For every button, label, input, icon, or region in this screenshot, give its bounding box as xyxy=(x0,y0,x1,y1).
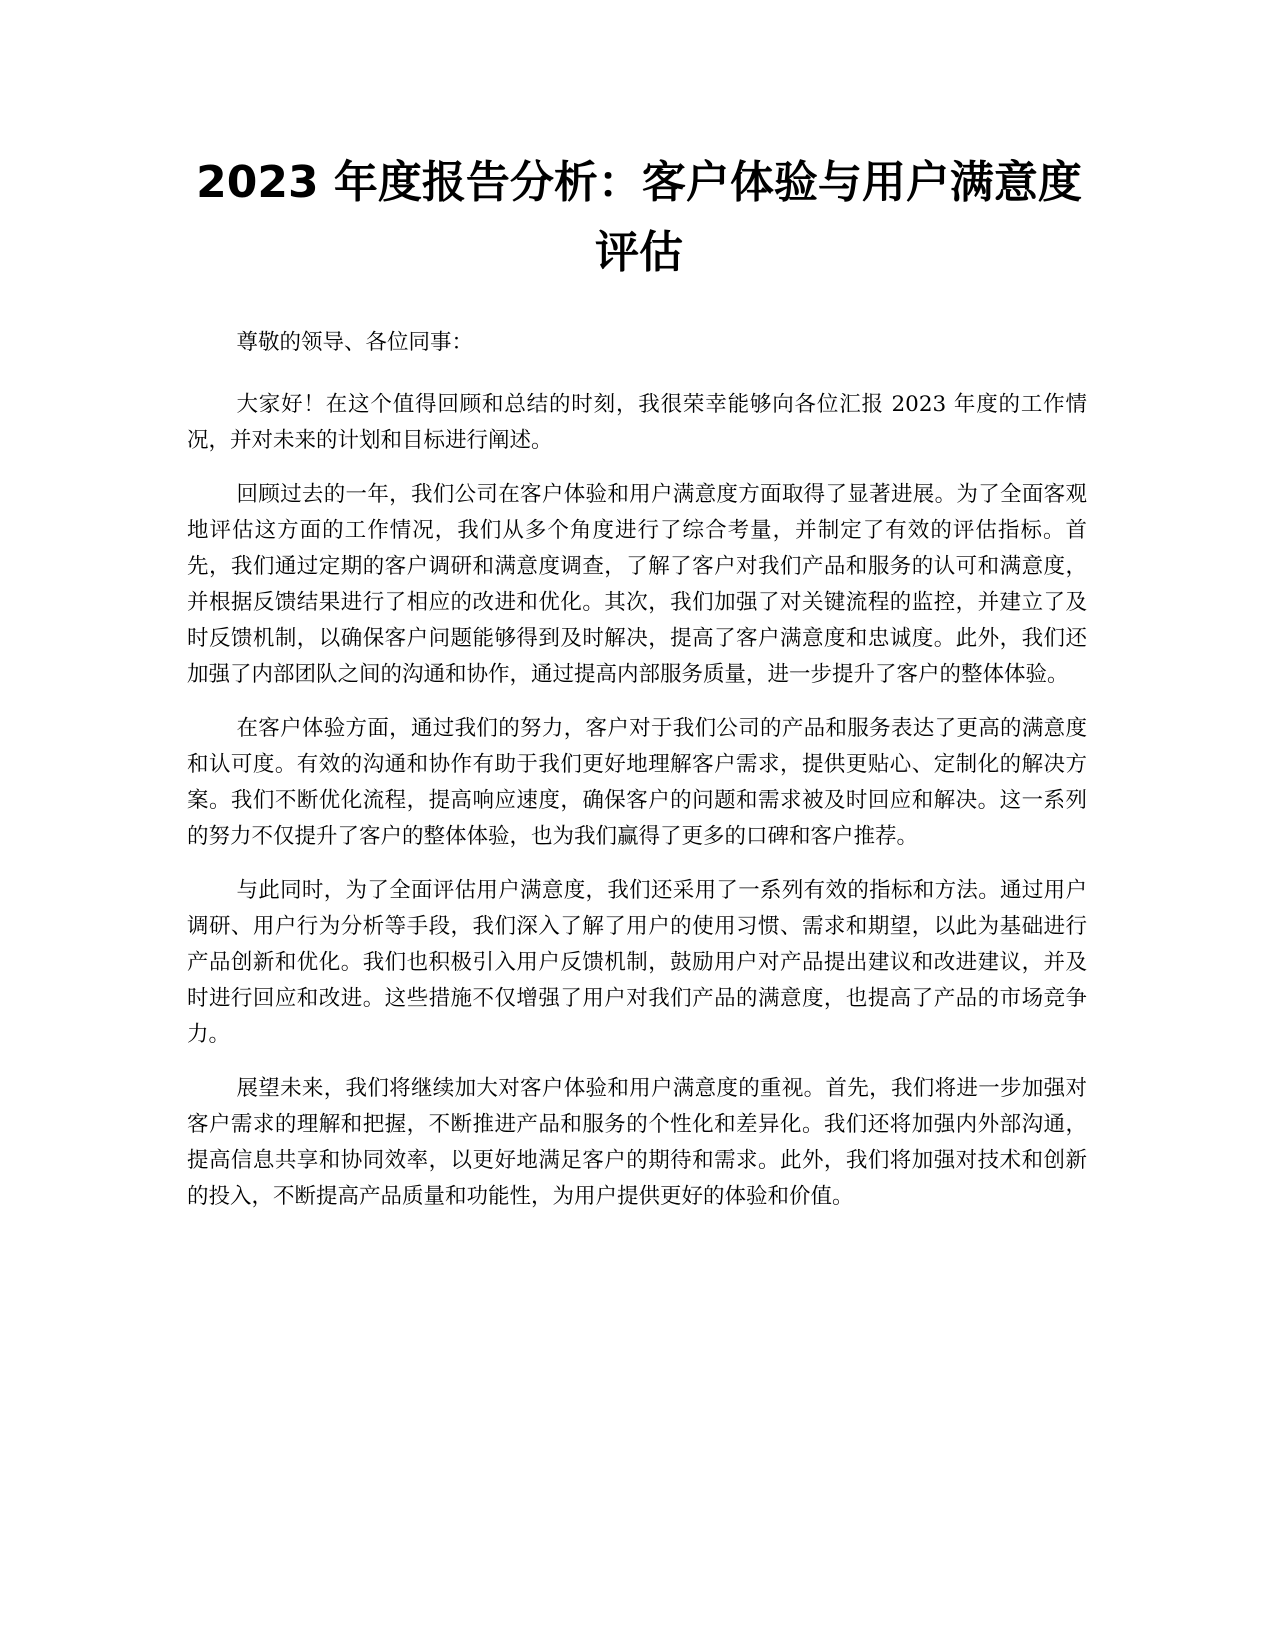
paragraph-greeting: 大家好！在这个值得回顾和总结的时刻，我很荣幸能够向各位汇报 2023 年度的工作情况，并对未来的计划和目标进行阐述。 xyxy=(187,392,1087,453)
paragraph-outlook: 展望未来，我们将继续加大对客户体验和用户满意度的重视。首先，我们将进一步加强对客户需求的理解和把握，不断推进产品和服务的个性化和差异化。我们还将加强内外部沟通，提高信息共享和协同效率，以更好地满足客户的期待和需求。此外，我们将加强对技术和创新的投入，不断提高产品质量和功能性，为用户提供更好的体验和价值。 xyxy=(187,1076,1087,1209)
document-title: 2023 年度报告分析：客户体验与用户满意度评估 xyxy=(196,157,1082,278)
paragraph-customer-experience: 在客户体验方面，通过我们的努力，客户对于我们公司的产品和服务表达了更高的满意度和认可度。有效的沟通和协作有助于我们更好地理解客户需求，提供更贴心、定制化的解决方案。我们不断优化流程，提高响应速度，确保客户的问题和需求被及时回应和解决。这一系列的努力不仅提升了客户的整体体验，也为我们赢得了更多的口碑和客户推荐。 xyxy=(187,716,1087,849)
paragraph-review: 回顾过去的一年，我们公司在客户体验和用户满意度方面取得了显著进展。为了全面客观地评估这方面的工作情况，我们从多个角度进行了综合考量，并制定了有效的评估指标。首先，我们通过定期的客户调研和满意度调查，了解了客户对我们产品和服务的认可和满意度，并根据反馈结果进行了相应的改进和优化。其次，我们加强了对关键流程的监控，并建立了及时反馈机制，以确保客户问题能够得到及时解决，提高了客户满意度和忠诚度。此外，我们还加强了内部团队之间的沟通和协作，通过提高内部服务质量，进一步提升了客户的整体体验。 xyxy=(187,482,1087,687)
paragraph-user-satisfaction: 与此同时，为了全面评估用户满意度，我们还采用了一系列有效的指标和方法。通过用户调研、用户行为分析等手段，我们深入了解了用户的使用习惯、需求和期望，以此为基础进行产品创新和优化。我们也积极引入用户反馈机制，鼓励用户对产品提出建议和改进建议，并及时进行回应和改进。这些措施不仅增强了用户对我们产品的满意度，也提高了产品的市场竞争力。 xyxy=(187,878,1087,1047)
document-body xyxy=(187,325,1087,1233)
salutation: 尊敬的领导、各位同事： xyxy=(236,330,473,355)
